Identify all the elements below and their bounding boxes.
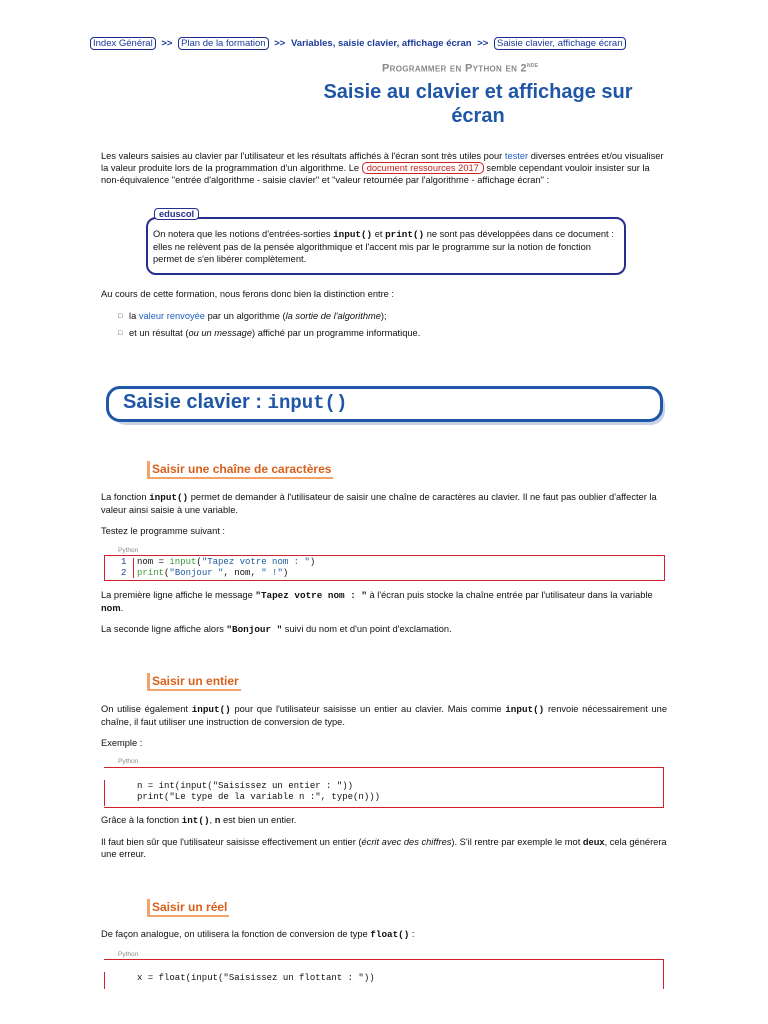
code-token: (: [164, 568, 170, 578]
code-line: [137, 557, 315, 568]
list-text: par un algorithme (: [204, 311, 286, 321]
paragraph-text: La fonction: [101, 492, 150, 502]
intro-text: semble cependant vouloir insister sur la non-équivalence "entrée d'algorithme - saisie clavier" et "valeur retournée par l'algorithme - affichage écran" :: [101, 163, 650, 185]
list-text: );: [380, 311, 387, 321]
square-bullet-icon: □: [118, 330, 123, 337]
code-content: [137, 557, 315, 579]
paragraph-text: ,: [209, 815, 215, 825]
paragraph-text: Il faut bien sûr que l'utilisateur saisisse effectivement un entier (: [101, 837, 362, 847]
inline-code: print(): [385, 229, 425, 240]
distinction-text: Au cours de cette formation, nous ferons donc bien la distinction entre :: [101, 289, 395, 299]
paragraph-text: est bien un entier.: [220, 815, 297, 825]
code-language-label: Python: [118, 951, 139, 958]
sub2-explanation-1: [101, 814, 667, 827]
code-token: "Tapez votre nom : ": [201, 557, 310, 567]
code-token: nom =: [137, 557, 170, 567]
inline-code: "Bonjour ": [226, 624, 283, 635]
code-content: [137, 781, 380, 803]
paragraph-text: renvoie nécessairement une chaîne, il faut utiliser une instruction de conversion de type.: [101, 704, 667, 727]
paragraph-text: :: [409, 929, 415, 939]
code-token: input: [169, 557, 197, 567]
breadcrumb-current-link[interactable]: Saisie clavier, affichage écran: [494, 37, 626, 50]
paragraph-text: De façon analogue, on utilisera la fonction de conversion de type: [101, 929, 371, 939]
breadcrumb-section-link[interactable]: Variables, saisie clavier, affichage écran: [290, 38, 472, 49]
breadcrumb-separator: >>: [161, 38, 173, 49]
paragraph-emphasis: écrit avec des chiffres: [361, 837, 452, 847]
breadcrumb-separator: >>: [477, 38, 489, 49]
breadcrumb-separator: >>: [274, 38, 286, 49]
sub2-paragraph: [101, 703, 667, 728]
inline-code: input(): [149, 492, 189, 503]
sub2-example-label: [101, 737, 142, 749]
inline-code: input(): [333, 229, 373, 240]
line-number: 1: [121, 557, 127, 567]
section-title-text: Saisie clavier :: [123, 391, 268, 413]
paragraph-text: La seconde ligne affiche alors: [101, 624, 227, 634]
sub3-paragraph: [101, 928, 667, 941]
list-item: [118, 325, 420, 342]
paragraph-text: Exemple :: [101, 738, 143, 748]
inline-code: float(): [370, 929, 410, 940]
eduscol-tag: eduscol: [154, 208, 199, 220]
code-token: ): [309, 557, 316, 567]
intro-text: diverses entrées et/ou visualiser la valeur produite lors de la programmation d'un algorithme. Le: [101, 151, 664, 173]
square-bullet-icon: □: [118, 313, 123, 320]
document-ressources-link[interactable]: document ressources 2017: [362, 162, 484, 174]
paragraph-text: Testez le programme suivant :: [101, 526, 226, 536]
code-block-right-border: [663, 959, 664, 989]
sub1-paragraph: [101, 491, 667, 516]
page-subtitle: [382, 62, 538, 75]
eduscol-text-part: et: [372, 229, 386, 239]
list-item: [118, 308, 420, 325]
sub2-explanation-2: [101, 836, 667, 860]
paragraph-text: On utilise également: [101, 704, 192, 714]
paragraph-text: pour que l'utilisateur saisisse un entier au clavier. Mais comme: [230, 704, 506, 714]
breadcrumb-index-link[interactable]: Index Général: [90, 37, 156, 50]
code-token: "Bonjour ": [169, 568, 224, 578]
code-gutter: [104, 558, 134, 578]
subtitle-sup: nde: [526, 62, 539, 69]
paragraph-bold: deux: [582, 837, 605, 847]
inline-code: "Tapez votre nom : ": [255, 590, 367, 601]
paragraph-text: , cela générera une erreur.: [101, 837, 667, 859]
list-text: la: [129, 311, 139, 321]
paragraph-text: permet de demander à l'utilisateur de saisir une chaîne de caractères au clavier. Il ne faut pas oublier d'affecter la valeur ainsi saisie à une variable.: [101, 492, 657, 515]
section-title-code: input(): [267, 392, 348, 414]
intro-paragraph: [101, 150, 667, 186]
code-line: print("Le type de la variable n :", type(n))): [137, 792, 381, 802]
code-language-label: Python: [118, 758, 139, 765]
page-title: Saisie au clavier et affichage sur écran: [323, 81, 633, 127]
paragraph-text: suivi du nom et d'un point d'exclamation.: [282, 624, 452, 634]
intro-text: Les valeurs saisies au clavier par l'utilisateur et les résultats affichés à l'écran sont très utiles pour: [101, 151, 505, 161]
eduscol-text-part: ne sont pas développées dans ce document : elles ne relèvent pas de la pensée algorithmique et l'accent mis par le programme sur la notion de fonction permet de s'en libérer complètement.: [153, 229, 614, 264]
code-line-numbers: [121, 557, 126, 579]
code-line: x = float(input("Saisissez un flottant : ")): [137, 973, 375, 983]
paragraph-text: .: [120, 603, 124, 613]
breadcrumb-plan-link[interactable]: Plan de la formation: [178, 37, 269, 50]
distinction-paragraph: [101, 288, 394, 300]
list-emphasis: ou un message: [188, 328, 253, 338]
sub1-explanation-1: [101, 589, 667, 614]
subheading-chaine: Saisir une chaîne de caractères: [150, 462, 333, 479]
line-number: 2: [121, 568, 127, 578]
list-text: ) affiché par un programme informatique.: [252, 328, 421, 338]
distinction-list: [118, 308, 420, 342]
code-language-label: Python: [118, 547, 139, 554]
code-block-left-border: [104, 780, 105, 806]
subtitle-text: Programmer en Python en 2: [382, 62, 527, 75]
tester-link[interactable]: tester: [504, 151, 529, 161]
code-line: [137, 568, 315, 579]
code-block-top-border: [104, 959, 664, 960]
code-token: print: [137, 568, 165, 578]
code-token: ): [282, 568, 289, 578]
eduscol-text: [153, 228, 619, 265]
code-line: n = int(input("Saisissez un entier : ")): [137, 781, 354, 791]
subheading-reel: Saisir un réel: [150, 900, 229, 917]
code-token: " !": [261, 568, 283, 578]
inline-code: input(): [505, 704, 545, 715]
code-token: (: [196, 557, 202, 567]
paragraph-text: à l'écran puis stocke la chaîne entrée par l'utilisateur dans la variable: [366, 590, 653, 600]
breadcrumb: [90, 38, 626, 49]
paragraph-text: Grâce à la fonction: [101, 815, 182, 825]
inline-code: int(): [181, 815, 210, 826]
code-content: [137, 973, 375, 984]
variable-name: nom: [101, 603, 121, 613]
list-emphasis: la sortie de l'algorithme: [285, 311, 381, 321]
inline-code: input(): [191, 704, 231, 715]
paragraph-text: La première ligne affiche le message: [101, 590, 256, 600]
sub1-test-paragraph: [101, 525, 225, 537]
sub1-explanation-2: [101, 623, 667, 636]
eduscol-text-part: On notera que les notions d'entrées-sorties: [153, 229, 334, 239]
list-text: et un résultat (: [129, 328, 189, 338]
code-block-left-border: [104, 972, 105, 989]
subheading-entier: Saisir un entier: [150, 674, 241, 691]
section-title: [123, 391, 347, 414]
variable-name: n: [214, 815, 221, 825]
valeur-renvoyee-link[interactable]: valeur renvoyée: [138, 311, 205, 321]
paragraph-text: ). S'il rentre par exemple le mot: [451, 837, 583, 847]
code-token: , nom,: [223, 568, 262, 578]
